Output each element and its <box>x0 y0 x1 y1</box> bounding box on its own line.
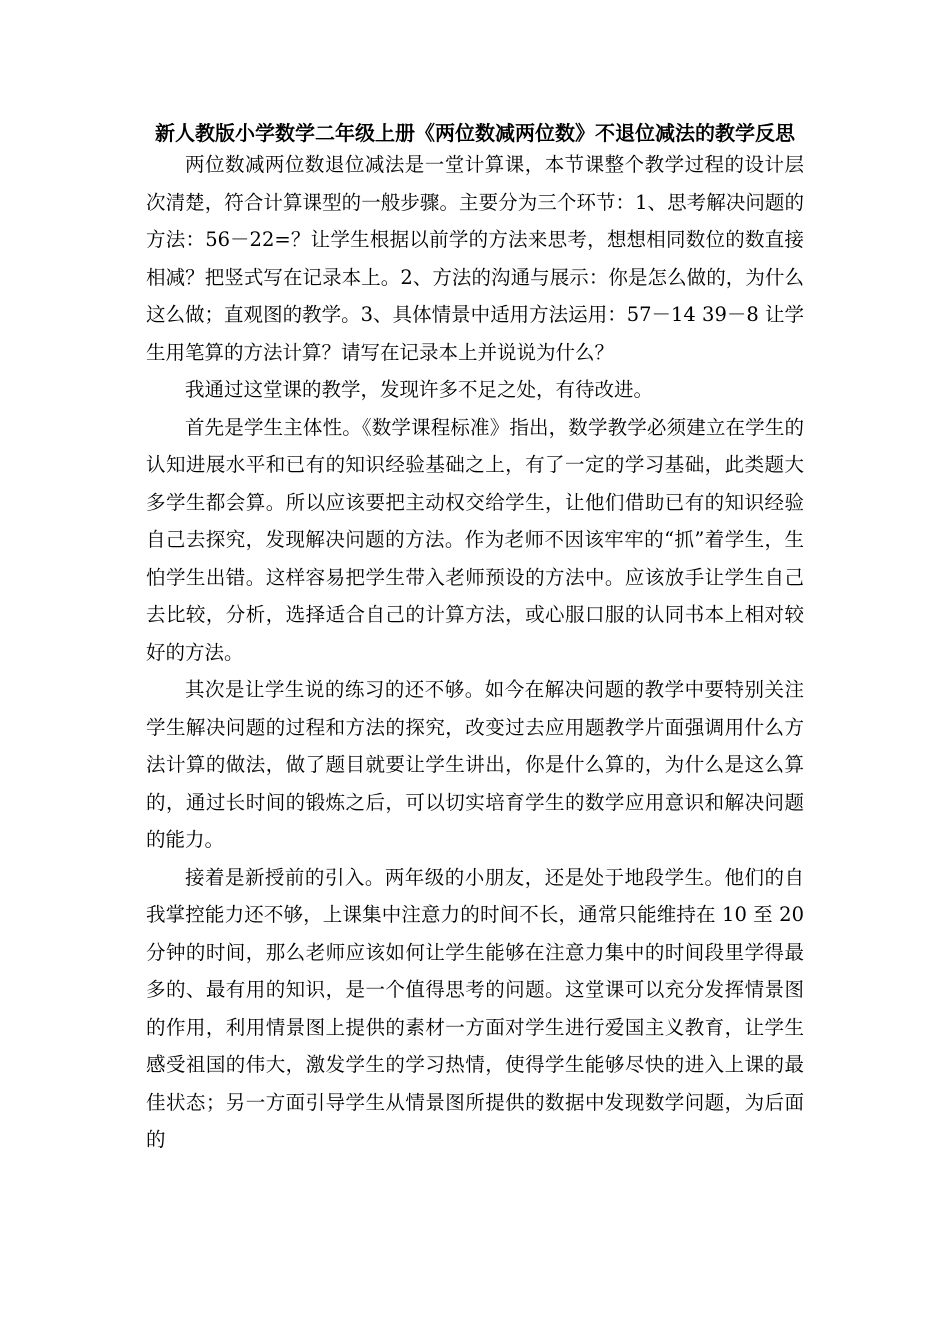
paragraph-lesson-introduction: 接着是新授前的引入。两年级的小朋友，还是处于地段学生。他们的自我掌控能力还不够，上课集中注意力的时间不长，通常只能维持在 10 至 20 分钟的时间，那么老师应该如何让学生能够在注意力集中的时间段里学得最多的、最有用的知识，是一个值得思考的问题。这堂课可以充分发挥情景图的作用，利用情景图上提供的素材一方面对学生进行爱国主义教育，让学生感受祖国的伟大，激发学生的学习热情，使得学生能够尽快的进入上课的最佳状态；另一方面引导学生从情景图所提供的数据中发现数学问题，为后面的 <box>146 865 804 1151</box>
document-page <box>146 120 804 1159</box>
paragraph-reflection-lead: 我通过这堂课的教学，发现许多不足之处，有待改进。 <box>185 378 654 401</box>
document-title: 新人教版小学数学二年级上册《两位数减两位数》不退位减法的教学反思 <box>155 121 795 145</box>
paragraph-student-subjectivity: 首先是学生主体性。《数学课程标准》指出，数学教学必须建立在学生的认知进展水平和已有的知识经验基础之上，有了一定的学习基础，此类题大多学生都会算。所以应该要把主动权交给学生，让他们借助已有的知识经验自己去探究，发现解决问题的方法。作为老师不因该牢牢的“抓”着学生，生怕学生出错。这样容易把学生带入老师预设的方法中。应该放手让学生自己去比较，分析，选择适合自己的计算方法，或心服口服的认同书本上相对较好的方法。 <box>146 415 804 664</box>
paragraph-intro: 两位数减两位数退位减法是一堂计算课，本节课整个教学过程的设计层次清楚，符合计算课型的一般步骤。主要分为三个环节：1、思考解决问题的方法：56－22=？让学生根据以前学的方法来思考，想想相同数位的数直接相减？把竖式写在记录本上。2、方法的沟通与展示：你是怎么做的，为什么这么做；直观图的教学。3、具体情景中适用方法运用：57－14 39－8 让学生用笔算的方法计算？请写在记录本上并说说为什么？ <box>146 153 804 364</box>
paragraph-speaking-practice: 其次是让学生说的练习的还不够。如今在解决问题的教学中要特别关注学生解决问题的过程和方法的探究，改变过去应用题教学片面强调用什么方法计算的做法，做了题目就要让学生讲出，你是什么算的，为什么是这么算的，通过长时间的锻炼之后，可以切实培育学生的数学应用意识和解决问题的能力。 <box>146 678 804 851</box>
